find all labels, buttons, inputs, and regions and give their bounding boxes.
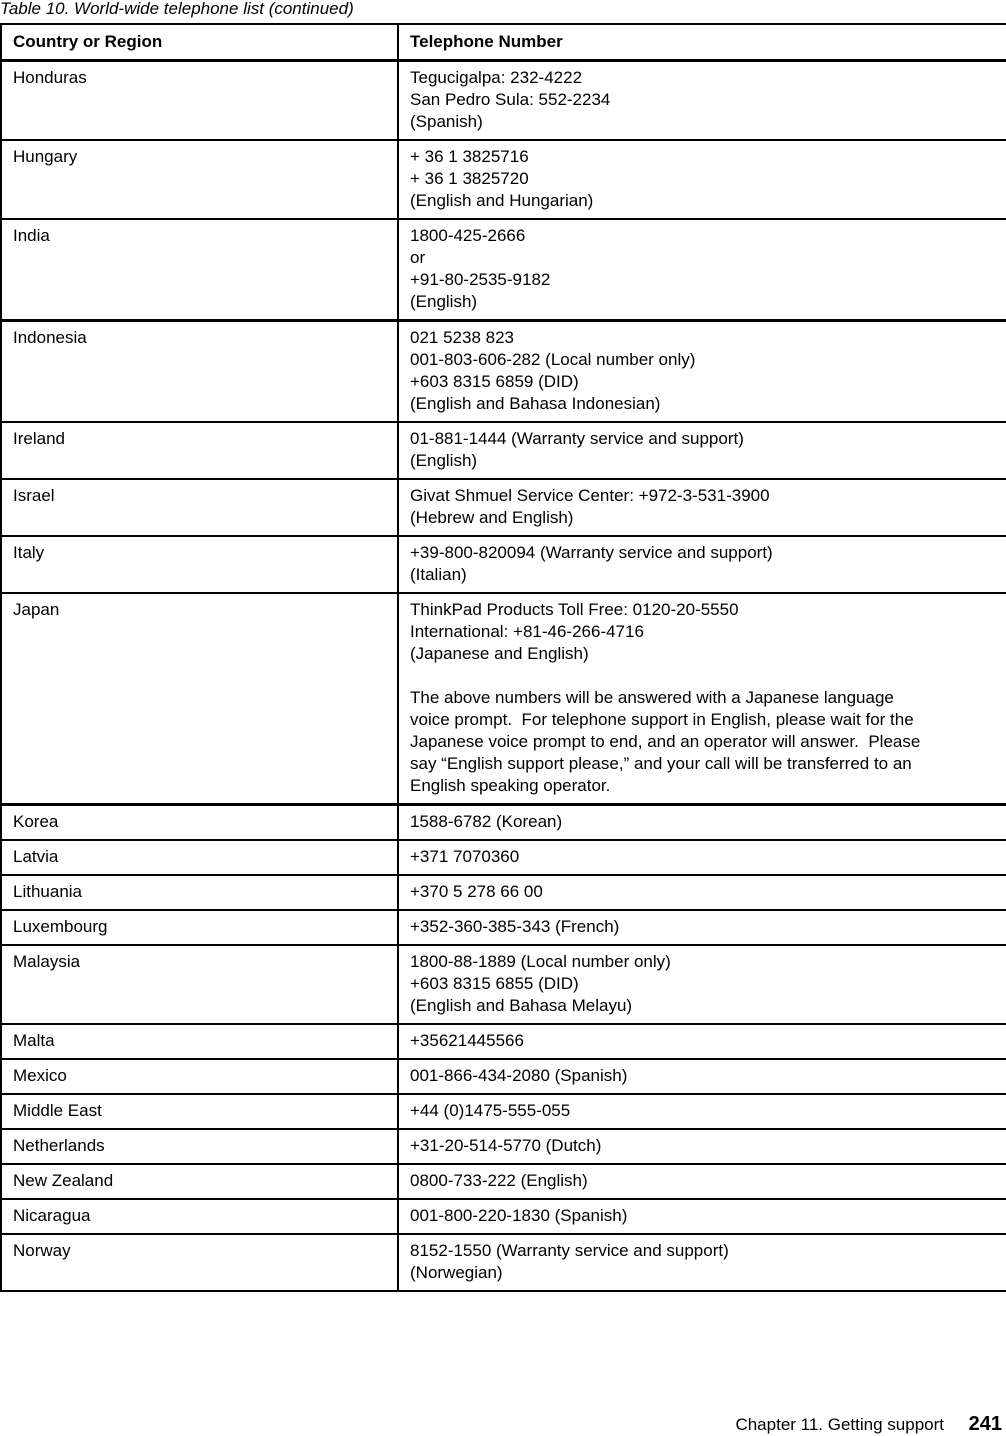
telephone-cell: [398, 805, 1006, 841]
country-cell: Lithuania: [1, 875, 398, 910]
telephone-line: 001-866-434-2080 (Spanish): [410, 1066, 628, 1085]
telephone-line: 1588-6782 (Korean): [410, 812, 563, 831]
telephone-cell: [398, 1094, 1006, 1129]
country-cell: Ireland: [1, 422, 398, 479]
telephone-line: +352-360-385-343 (French): [410, 917, 620, 936]
telephone-line: The above numbers will be answered with a Japanese language: [410, 688, 894, 707]
country-cell: Honduras: [1, 61, 398, 141]
country-cell: Japan: [1, 593, 398, 805]
country-cell: Mexico: [1, 1059, 398, 1094]
country-cell: Malta: [1, 1024, 398, 1059]
table-caption: Table 10. World-wide telephone list (continued): [0, 0, 354, 18]
country-cell: Luxembourg: [1, 910, 398, 945]
telephone-line: or: [410, 248, 426, 267]
table-body: [1, 61, 1006, 1292]
telephone-cell: [398, 422, 1006, 479]
telephone-line: +603 8315 6859 (DID): [410, 372, 579, 391]
table-row: [1, 1234, 1006, 1291]
telephone-line: Tegucigalpa: 232-4222: [410, 68, 583, 87]
country-cell: India: [1, 219, 398, 321]
column-header-telephone: Telephone Number: [398, 24, 1006, 61]
telephone-cell: [398, 840, 1006, 875]
table-row: [1, 875, 1006, 910]
table-row: [1, 840, 1006, 875]
telephone-cell: [398, 1024, 1006, 1059]
telephone-line: ThinkPad Products Toll Free: 0120-20-5550: [410, 600, 739, 619]
country-cell: Korea: [1, 805, 398, 841]
telephone-line: +31-20-514-5770 (Dutch): [410, 1136, 602, 1155]
table-row: [1, 219, 1006, 321]
country-cell: Israel: [1, 479, 398, 536]
telephone-line: voice prompt. For telephone support in English, please wait for the: [410, 710, 914, 729]
telephone-line: (Hebrew and English): [410, 508, 574, 527]
table-row: [1, 1199, 1006, 1234]
table-row: [1, 1024, 1006, 1059]
country-cell: Latvia: [1, 840, 398, 875]
country-cell: Italy: [1, 536, 398, 593]
telephone-line: (English and Hungarian): [410, 191, 594, 210]
telephone-line: 001-800-220-1830 (Spanish): [410, 1206, 628, 1225]
table-row: [1, 61, 1006, 141]
telephone-line: 01-881-1444 (Warranty service and support): [410, 429, 744, 448]
table-header-row: [1, 24, 1006, 61]
telephone-line: + 36 1 3825716: [410, 147, 529, 166]
telephone-line: (English and Bahasa Indonesian): [410, 394, 661, 413]
page-number: 241: [968, 1413, 1002, 1435]
column-header-country: Country or Region: [1, 24, 398, 61]
country-cell: Middle East: [1, 1094, 398, 1129]
table-row: [1, 1094, 1006, 1129]
telephone-line: 021 5238 823: [410, 328, 514, 347]
telephone-line: +35621445566: [410, 1031, 524, 1050]
telephone-cell: [398, 1059, 1006, 1094]
telephone-cell: [398, 536, 1006, 593]
country-cell: Netherlands: [1, 1129, 398, 1164]
telephone-line: 1800-425-2666: [410, 226, 526, 245]
telephone-cell: [398, 140, 1006, 219]
country-cell: Nicaragua: [1, 1199, 398, 1234]
telephone-line: (English and Bahasa Melayu): [410, 996, 633, 1015]
country-cell: New Zealand: [1, 1164, 398, 1199]
table-row: [1, 1059, 1006, 1094]
telephone-line: +371 7070360: [410, 847, 520, 866]
telephone-cell: [398, 1129, 1006, 1164]
telephone-cell: [398, 875, 1006, 910]
telephone-cell: [398, 321, 1006, 423]
country-cell: Indonesia: [1, 321, 398, 423]
table-row: [1, 1164, 1006, 1199]
table-row: [1, 945, 1006, 1024]
telephone-line: +44 (0)1475-555-055: [410, 1101, 571, 1120]
country-cell: Norway: [1, 1234, 398, 1291]
telephone-line: (Italian): [410, 565, 467, 584]
table-row: [1, 805, 1006, 841]
telephone-cell: [398, 945, 1006, 1024]
paragraph-gap: [410, 665, 996, 687]
telephone-line: say “English support please,” and your call will be transferred to an: [410, 754, 912, 773]
telephone-line: 1800-88-1889 (Local number only): [410, 952, 671, 971]
telephone-cell: [398, 593, 1006, 805]
table-row: [1, 1129, 1006, 1164]
telephone-line: + 36 1 3825720: [410, 169, 529, 188]
telephone-line: (Spanish): [410, 112, 483, 131]
telephone-line: 8152-1550 (Warranty service and support): [410, 1241, 729, 1260]
table-row: [1, 422, 1006, 479]
telephone-cell: [398, 1199, 1006, 1234]
telephone-cell: [398, 1234, 1006, 1291]
telephone-line: International: +81-46-266-4716: [410, 622, 644, 641]
telephone-cell: [398, 219, 1006, 321]
telephone-cell: [398, 910, 1006, 945]
telephone-line: Japanese voice prompt to end, and an operator will answer. Please: [410, 732, 921, 751]
telephone-line: +370 5 278 66 00: [410, 882, 543, 901]
telephone-cell: [398, 479, 1006, 536]
telephone-line: +39-800-820094 (Warranty service and support): [410, 543, 773, 562]
table-row: [1, 910, 1006, 945]
table-row: [1, 593, 1006, 805]
table-row: [1, 479, 1006, 536]
telephone-line: (English): [410, 451, 478, 470]
telephone-line: (Japanese and English): [410, 644, 589, 663]
chapter-label: Chapter 11. Getting support: [735, 1415, 944, 1434]
telephone-cell: [398, 1164, 1006, 1199]
telephone-line: Givat Shmuel Service Center: +972-3-531-3900: [410, 486, 770, 505]
table-row: [1, 140, 1006, 219]
table-row: [1, 536, 1006, 593]
country-cell: Hungary: [1, 140, 398, 219]
telephone-line: 001-803-606-282 (Local number only): [410, 350, 696, 369]
telephone-cell: [398, 61, 1006, 141]
telephone-line: (Norwegian): [410, 1263, 503, 1282]
telephone-line: 0800-733-222 (English): [410, 1171, 588, 1190]
telephone-line: English speaking operator.: [410, 776, 611, 795]
telephone-table: [0, 23, 1006, 1292]
telephone-line: (English): [410, 292, 478, 311]
telephone-line: +91-80-2535-9182: [410, 270, 551, 289]
country-cell: Malaysia: [1, 945, 398, 1024]
telephone-line: San Pedro Sula: 552-2234: [410, 90, 611, 109]
table-row: [1, 321, 1006, 423]
telephone-line: +603 8315 6855 (DID): [410, 974, 579, 993]
page-footer: [0, 1413, 1006, 1435]
